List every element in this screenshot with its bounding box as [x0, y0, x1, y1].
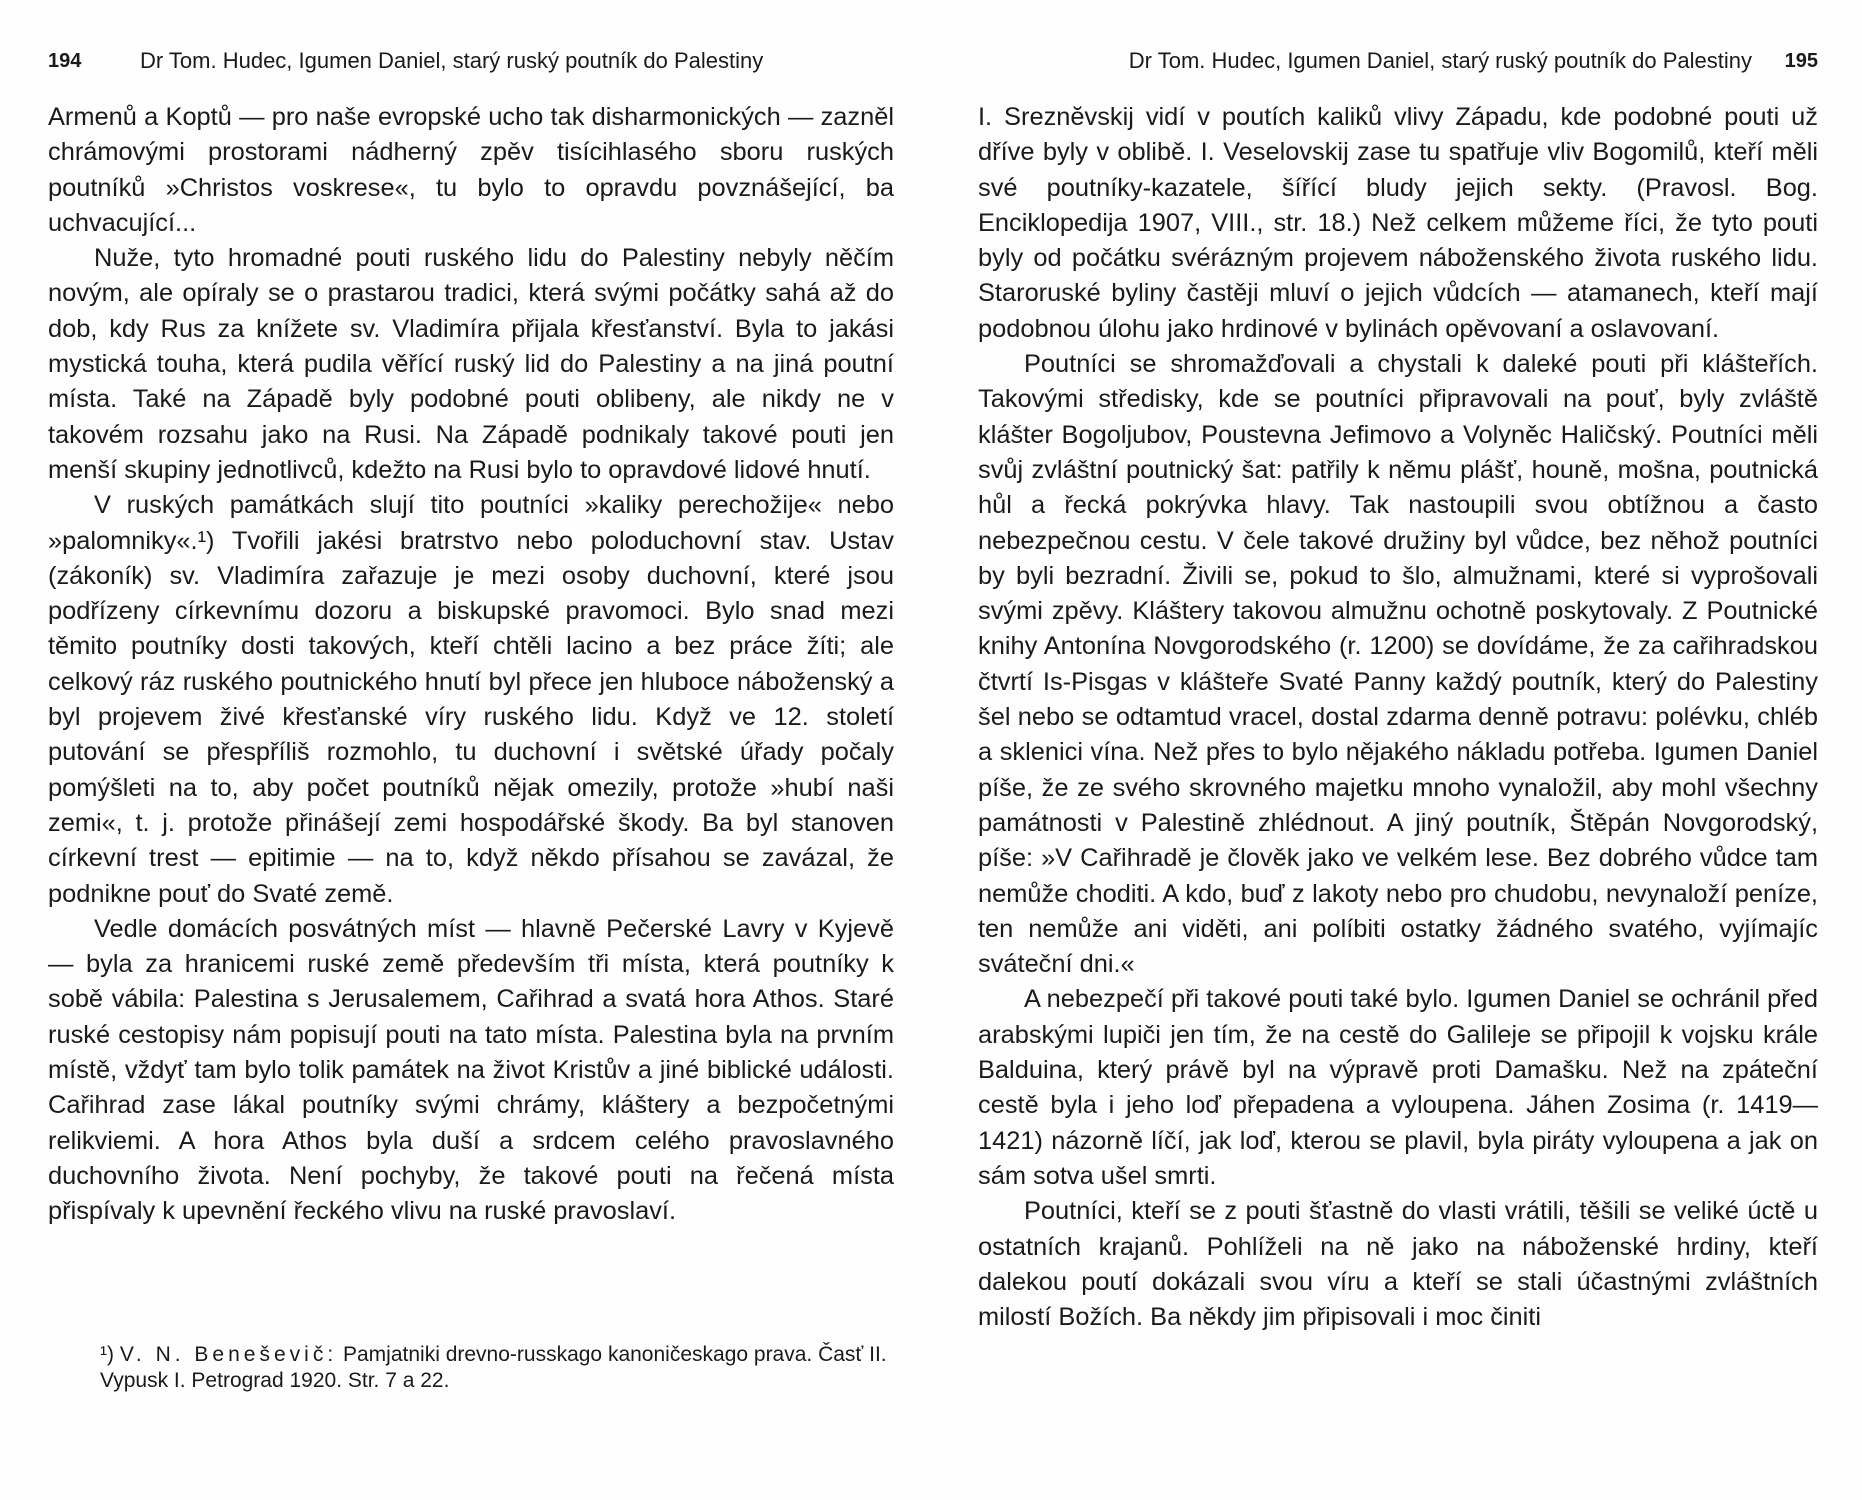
- paragraph: Nuže, tyto hromadné pouti ruského lidu do Palestiny nebyly něčím novým, ale opíraly se o prastarou tradici, která svými počátky sahá až do dob, kdy Rus za knížete sv. Vladimíra přijala křesťanství. Byla to jakási mystická touha, která pudila věřící ruský lid do Palestiny a na jiná poutní místa. Také na Západě byly podobné pouti oblibeny, ale nikdy ne v takovém rozsahu jako na Rusi. Na Západě podnikaly takové pouti jen menší skupiny jednotlivců, kdežto na Rusi bylo to opravdové lidové hnutí.: [48, 244, 894, 484]
- paragraph: Armenů a Koptů — pro naše evropské ucho tak disharmonických — zazněl chrámovými prostorami nádherný zpěv tisícihlasého sboru ruských poutníků »Christos voskrese«, tu bylo to opravdu povznášející, ba uchvacující...: [48, 103, 894, 237]
- footnote-text: Pamjatniki drevno-russkago kanoničeskago prava. Časť II. Vypusk I. Petrograd 1920. Str. 7 a 22.: [100, 1343, 887, 1392]
- right-running-head: Dr Tom. Hudec, Igumen Daniel, starý ruský poutník do Palestiny: [1128, 48, 1752, 73]
- right-page-header: [978, 46, 1818, 82]
- left-running-head: Dr Tom. Hudec, Igumen Daniel, starý ruský poutník do Palestiny: [140, 48, 764, 73]
- paragraph: Vedle domácích posvátných míst — hlavně Pečerské Lavry v Kyjevě — byla za hranicemi ruské země především tři místa, která poutníky k sobě vábila: Palestina s Jerusalemem, Cařihrad a svatá hora Athos. Staré ruské cestopisy nám popisují pouti na tato místa. Palestina byla na prvním místě, vždyť tam bylo tolik památek na život Kristův a jiné biblické události. Cařihrad zase lákal poutníky svými chrámy, kláštery a bezpočetnými relikviemi. A hora Athos byla duší a srdcem celého pravoslavného duchovního života. Není pochyby, že takové pouti na řečená místa přispívaly k upevnění řeckého vlivu na ruské pravoslaví.: [48, 914, 894, 1226]
- paragraph: Poutníci, kteří se z pouti šťastně do vlasti vrátili, těšili se veliké úctě u ostatních krajanů. Pohlíželi na ně jako na náboženské hrdiny, kteří dalekou poutí dokázali svou víru a kteří se stali účastnými zvláštních milostí Božích. Ba někdy jim připisovali i moc činiti: [978, 1197, 1818, 1332]
- paragraph: V ruských památkách slují tito poutníci »kaliky perechožije« nebo »palomniky«.¹) Tvořili jakési bratrstvo nebo poloduchovní stav. Ustav (zákoník) sv. Vladimíra zařazuje je mezi osoby duchovní, které jsou podřízeny církevnímu dozoru a biskupské pravomoci. Bylo snad mezi těmito poutníky dosti takových, kteří chtěli lacino a bez práce žíti; ale celkový ráz ruského poutnického hnutí byl přece jen hluboce náboženský a byl projevem živé křesťanské víry ruského lidu. Když ve 12. století putování se přespříliš rozmohlo, tu duchovní i světské úřady počaly pomýšleti na to, aby počet poutníků nějak omezily, protože »hubí naši zemi«, t. j. protože přinášejí zemi hospodářské škody. Ba byl stanoven církevní trest — epitimie — na to, když někdo přísahou se zavázal, že podnikne pouť do Svaté země.: [48, 491, 894, 908]
- left-page-number: 194: [48, 50, 82, 72]
- paragraph: I. Sreznĕvskij vidí v poutích kaliků vlivy Západu, kde podobné pouti už dříve byly v oblibě. I. Veselovskij zase tu spatřuje vliv Bogomilů, kteří měli své poutníky-kazatele, šířící bludy jejich sekty. (Pravosl. Bog. Enciklopedija 1907, VIII., str. 18.) Než celkem můžeme říci, že tyto pouti byly od počátku svérázným projevem náboženského života ruského lidu. Staroruské byliny častěji mluví o jejich vůdcích — atamanech, kteří mají podobnou úlohu jako hrdinové v bylinách opěvovaní a oslavovaní.: [978, 103, 1818, 343]
- left-page-header: [48, 46, 894, 82]
- left-page-body: [48, 100, 894, 1230]
- paragraph: A nebezpečí při takové pouti také bylo. Igumen Daniel se ochránil před arabskými lupiči jen tím, že na cestě do Galileje se připojil k vojsku krále Balduina, který právě byl na výpravě proti Damašku. Než na zpáteční cestě byla i jeho loď přepadena a vyloupena. Jáhen Zosima (r. 1419—1421) názorně líčí, jak loď, kterou se plavil, byla piráty vyloupena a jak on sám sotva ušel smrti.: [978, 985, 1818, 1190]
- right-page-body: [978, 100, 1818, 1335]
- right-page-number: 195: [1784, 50, 1818, 72]
- footnote: [100, 1342, 894, 1394]
- footnote-marker: ¹): [100, 1343, 114, 1366]
- paragraph: Poutníci se shromažďovali a chystali k daleké pouti při klášteřích. Takovými středisky, kde se poutníci připravovali na pouť, byly zvláště klášter Bogoljubov, Poustevna Jefimovo a Volyněc Haličský. Poutníci měli svůj zvláštní poutnický šat: patřily k němu plášť, houně, mošna, poutnická hůl a řecká pokrývka hlavy. Tak nastoupili svou obtížnou a často nebezpečnou cestu. V čele takové družiny byl vůdce, bez něhož poutníci by byli bezradní. Živili se, pokud to šlo, almužnami, které si vyprošovali svými zpěvy. Kláštery takovou almužnu ochotně poskytovaly. Z Poutnické knihy Antonína Novgorodského (r. 1200) se dovídáme, že za cařihradskou čtvrtí Is-Pisgas v klášteře Svaté Panny každý poutník, který do Palestiny šel nebo se odtamtud vracel, dostal zdarma denně potravu: polévku, chléb a sklenici vína. Než přes to bylo nějakého nákladu potřeba. Igumen Daniel píše, že ze svého skrovného majetku mnoho vynaložil, aby mohl všechny památnosti v Palestině zhlédnout. A jiný poutník, Štěpán Novgorodský, píše: »V Cařihradě je člověk jako ve velkém lese. Bez dobrého vůdce tam nemůže choditi. A kdo, buď z lakoty nebo pro chudobu, nevynaloží peníze, ten nemůže ani viděti, ani políbiti ostatky žádného svatého, vyjímajíc sváteční dni.«: [978, 350, 1818, 979]
- footnote-author: V. N. Beneševič:: [119, 1343, 338, 1366]
